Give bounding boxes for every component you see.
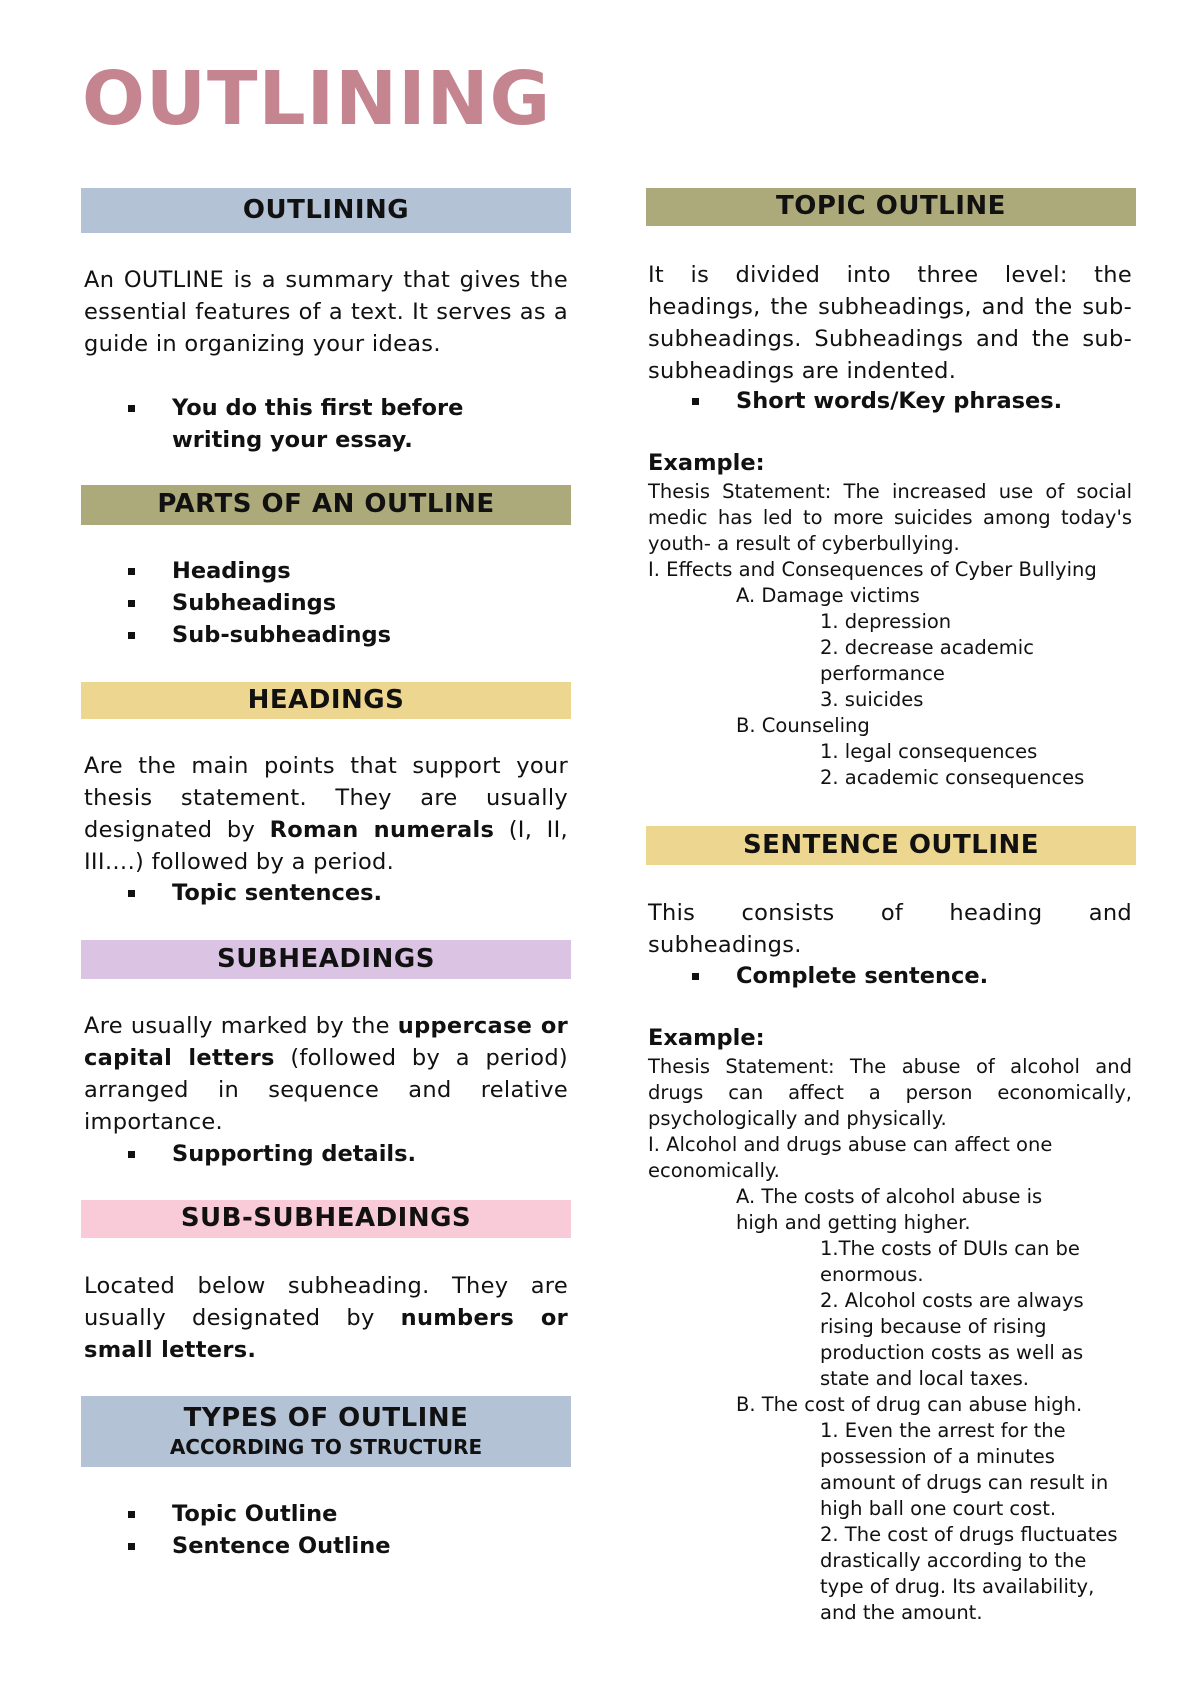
sentence-sub-a-2: 2. Alcohol costs are always rising because of rising production costs as well as state and local taxes. — [820, 1289, 1084, 1390]
topic-outline-definition: It is divided into three level: the headings, the subheadings, and the sub-subheadings. Subheadings and the sub-subheadings are indented. — [648, 262, 1132, 384]
list-item: Complete sentence. — [690, 960, 988, 992]
subheadings-banner — [81, 940, 571, 979]
types-banner — [81, 1396, 571, 1467]
subheadings-definition — [84, 1010, 568, 1138]
sentence-outline-definition: This consists of heading and subheadings. — [648, 900, 1132, 958]
list-item: Supporting details. — [126, 1138, 416, 1170]
parts-heading: PARTS OF AN OUTLINE — [157, 489, 495, 520]
subheadings-text-bold: uppercase or capital letters — [84, 1013, 568, 1071]
headings-definition — [84, 750, 568, 878]
sentence-sub-a: A. The costs of alcohol abuse is high and getting higher. — [736, 1185, 1043, 1234]
topic-heading-1: I. Effects and Consequences of Cyber Bullying — [648, 558, 1097, 581]
sentence-outline-bullets — [690, 960, 988, 992]
parts-bullets — [126, 555, 391, 651]
headings-heading: HEADINGS — [247, 684, 405, 715]
sentence-example-label: Example: — [648, 1025, 765, 1051]
headings-text-bold: Roman numerals — [269, 817, 495, 843]
headings-bullets — [126, 877, 382, 909]
topic-sub-a: A. Damage victims — [736, 584, 920, 607]
sentence-outline-banner — [646, 826, 1136, 865]
topic-outline-banner — [646, 188, 1136, 226]
topic-sub-b-1: 1. legal consequences — [820, 740, 1038, 763]
topic-outline-bullets — [690, 385, 1062, 417]
list-item: Headings — [126, 555, 391, 587]
list-item: You do this first before writing your essay. — [126, 392, 526, 456]
topic-sub-a-1: 1. depression — [820, 610, 952, 633]
sentence-sub-a-1: 1.The costs of DUIs can be enormous. — [820, 1237, 1080, 1286]
outlining-banner — [81, 188, 571, 233]
outlining-definition: An OUTLINE is a summary that gives the essential features of a text. It serves as a guide in organizing your ideas. — [84, 267, 568, 357]
topic-example-label: Example: — [648, 450, 765, 476]
topic-sub-a-3: 3. suicides — [820, 688, 924, 711]
topic-sub-b-2: 2. academic consequences — [820, 766, 1085, 789]
list-item: Sentence Outline — [126, 1530, 391, 1562]
topic-example — [648, 479, 1132, 791]
list-item: Subheadings — [126, 587, 391, 619]
subsubheadings-definition — [84, 1270, 568, 1366]
subheadings-bullets — [126, 1138, 416, 1170]
outlining-heading: OUTLINING — [242, 194, 410, 225]
sentence-sub-b: B. The cost of drug can abuse high. — [736, 1393, 1083, 1416]
types-subheading: ACCORDING TO STRUCTURE — [169, 1434, 483, 1459]
parts-banner — [81, 485, 571, 525]
list-item: Topic sentences. — [126, 877, 382, 909]
sentence-outline-heading: SENTENCE OUTLINE — [742, 829, 1040, 860]
subsubheadings-heading: SUB-SUBHEADINGS — [180, 1203, 472, 1234]
page-title: OUTLINING — [82, 56, 552, 142]
subheadings-text-before: Are usually marked by the — [84, 1013, 398, 1039]
headings-text-before: Are the main points that support your thesis statement. They are usually designated by — [84, 753, 568, 843]
list-item: Topic Outline — [126, 1498, 391, 1530]
topic-sub-b: B. Counseling — [736, 714, 870, 737]
topic-thesis: Thesis Statement: The increased use of social medic has led to more suicides among today's youth- a result of cyberbullying. — [648, 480, 1132, 555]
topic-sub-a-2: 2. decrease academic performance — [820, 636, 1034, 685]
sentence-heading-1: I. Alcohol and drugs abuse can affect one economically. — [648, 1133, 1053, 1182]
sentence-thesis: Thesis Statement: The abuse of alcohol and drugs can affect a person economically, psychologically and physically. — [648, 1055, 1132, 1130]
subheadings-heading: SUBHEADINGS — [217, 943, 435, 974]
subsubheadings-banner — [81, 1200, 571, 1238]
outlining-bullets — [126, 392, 526, 456]
sentence-sub-b-1: 1. Even the arrest for the possession of a minutes amount of drugs can result in high ball one court cost. — [820, 1419, 1109, 1520]
subsubheadings-text-bold: numbers or small letters. — [84, 1305, 568, 1363]
headings-text-after: (I, II, III….) followed by a period. — [84, 817, 568, 875]
list-item: Short words/Key phrases. — [690, 385, 1062, 417]
types-heading: TYPES OF OUTLINE — [183, 1403, 469, 1434]
sentence-sub-b-2: 2. The cost of drugs fluctuates drastically according to the type of drug. Its availability, and the amount. — [820, 1523, 1118, 1624]
subsubheadings-text-before: Located below subheading. They are usually designated by — [84, 1273, 568, 1331]
topic-outline-heading: TOPIC OUTLINE — [776, 191, 1006, 222]
list-item: Sub-subheadings — [126, 619, 391, 651]
headings-banner — [81, 682, 571, 719]
subheadings-text-after: (followed by a period) arranged in sequence and relative importance. — [84, 1045, 569, 1135]
types-bullets — [126, 1498, 391, 1562]
sentence-example — [648, 1054, 1132, 1626]
